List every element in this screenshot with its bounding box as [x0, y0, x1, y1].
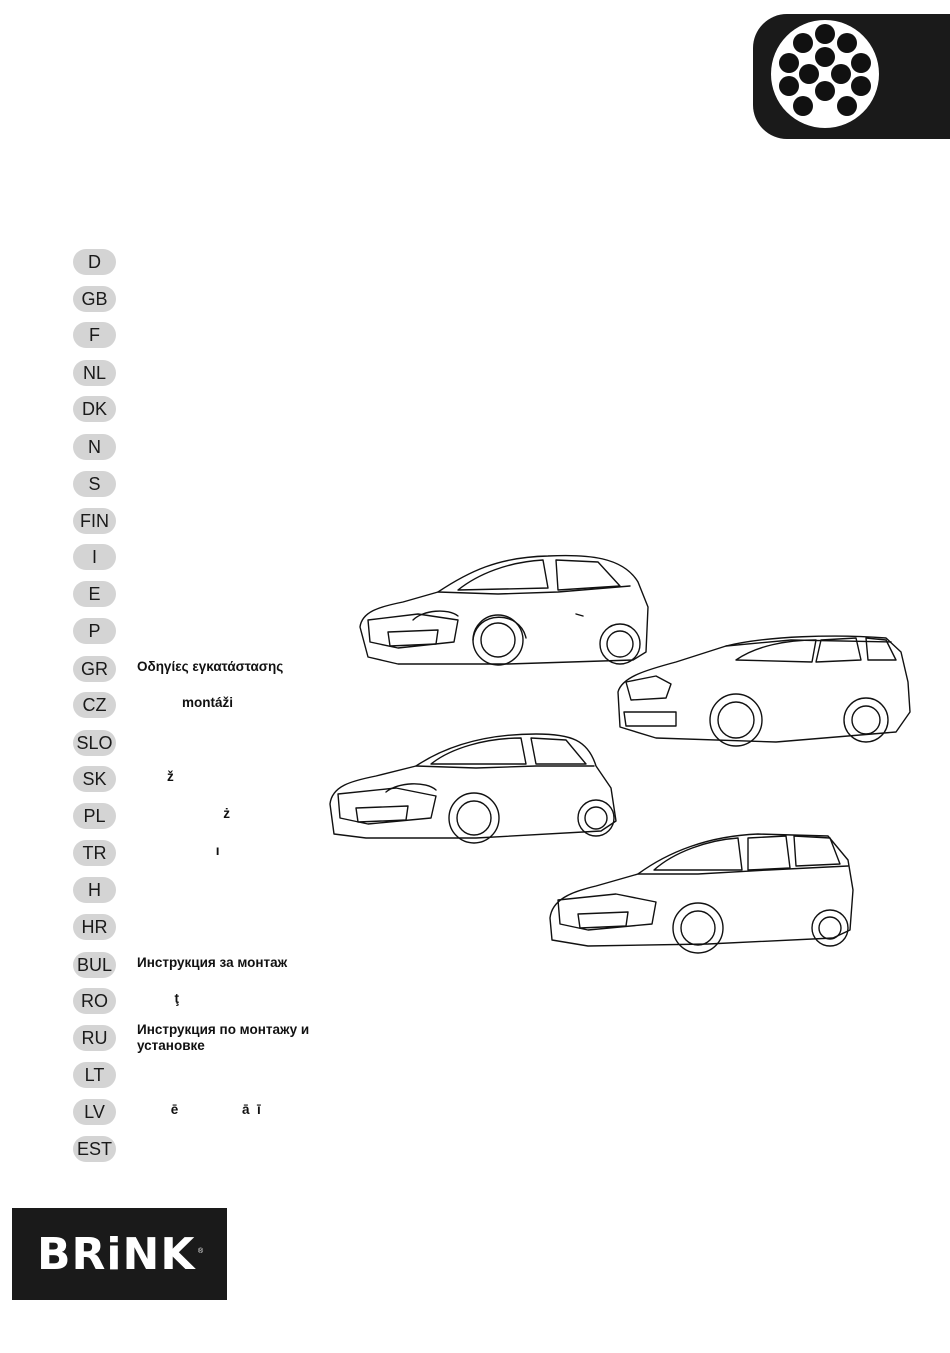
- language-code-badge: RO: [73, 988, 116, 1014]
- language-code-badge: N: [73, 434, 116, 460]
- language-code-badge: RU: [73, 1025, 116, 1051]
- language-code-badge: E: [73, 581, 116, 607]
- car-illustrations: [320, 540, 920, 970]
- language-code-badge: I: [73, 544, 116, 570]
- language-code-badge: GR: [73, 656, 116, 682]
- car-hatchback-side-view: [618, 636, 910, 746]
- car-hatchback-front-view: [360, 555, 648, 665]
- language-code-badge: LT: [73, 1062, 116, 1088]
- language-title: ı: [137, 843, 220, 858]
- connector-badge: [753, 14, 950, 139]
- language-title: Инструкция за монтаж: [137, 955, 288, 970]
- language-code-badge: P: [73, 618, 116, 644]
- language-code-badge: D: [73, 249, 116, 275]
- language-code-badge: BUL: [73, 952, 116, 978]
- language-code-badge: EST: [73, 1136, 116, 1162]
- language-title: ē ā ī: [137, 1102, 261, 1117]
- language-title: montáži: [137, 695, 234, 710]
- language-code-badge: SLO: [73, 730, 116, 756]
- language-code-badge: SK: [73, 766, 116, 792]
- language-code-badge: H: [73, 877, 116, 903]
- language-title: Οδηγίες εγκατάστασης: [137, 659, 284, 674]
- language-code-badge: FIN: [73, 508, 116, 534]
- 13-pin-connector-icon: [771, 20, 879, 128]
- language-code-badge: CZ: [73, 692, 116, 718]
- language-code-badge: TR: [73, 840, 116, 866]
- language-title: Инструкция по монтажу и установке: [137, 1022, 310, 1053]
- language-code-badge: DK: [73, 396, 116, 422]
- car-estate-front-view: [550, 834, 853, 953]
- car-sedan-front-view: [330, 734, 616, 843]
- registered-mark: ®: [198, 1248, 204, 1255]
- language-code-badge: NL: [73, 360, 116, 386]
- language-title: ž: [137, 769, 174, 784]
- brand-name: BRiNK: [37, 1229, 196, 1280]
- language-code-badge: LV: [73, 1099, 116, 1125]
- language-title: ţ: [137, 991, 180, 1006]
- language-code-badge: GB: [73, 286, 116, 312]
- language-code-badge: S: [73, 471, 116, 497]
- brink-logo: [12, 1208, 227, 1300]
- language-code-badge: PL: [73, 803, 116, 829]
- language-code-badge: F: [73, 322, 116, 348]
- language-title: ż: [137, 806, 231, 821]
- language-code-badge: HR: [73, 914, 116, 940]
